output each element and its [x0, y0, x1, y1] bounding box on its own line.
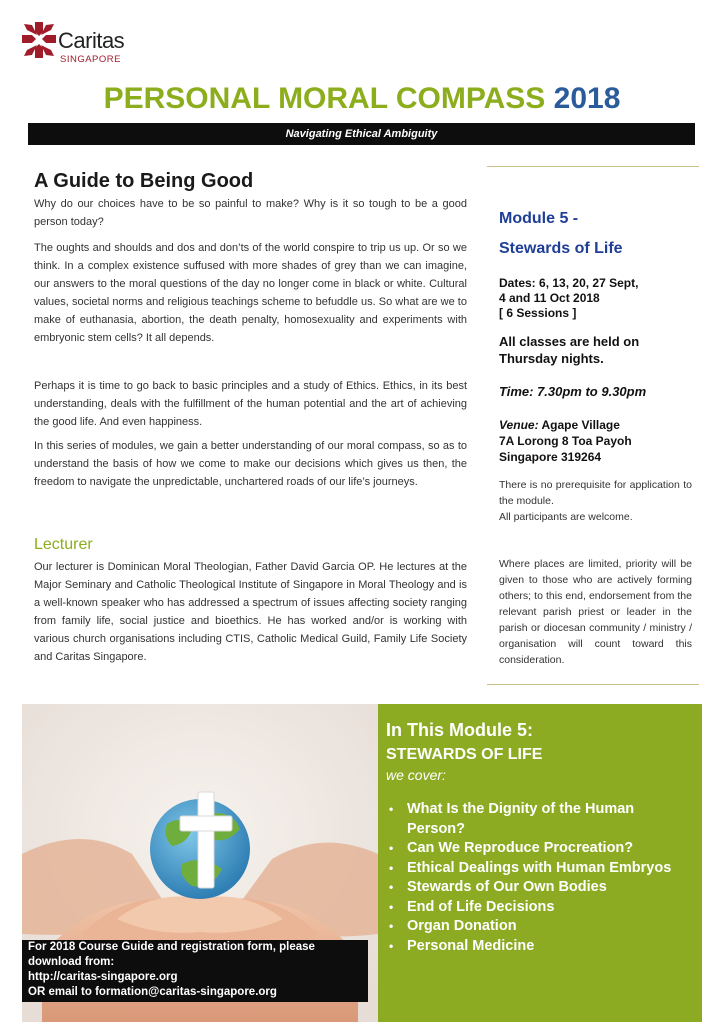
venue-line3: Singapore 319264 — [499, 450, 602, 464]
page-title-year: 2018 — [553, 82, 621, 115]
module-venue — [499, 417, 699, 465]
caritas-cross-icon — [22, 22, 56, 58]
prerequisite-line2: All participants are welcome. — [499, 511, 633, 523]
venue-line1: Agape Village — [541, 418, 620, 432]
topic-item: • Organ Donation — [386, 917, 696, 937]
prerequisite-line1: There is no prerequisite for application to the module. — [499, 479, 692, 507]
topics-cover-label: we cover: — [386, 767, 446, 783]
schedule-note: All classes are held on Thursday nights. — [499, 334, 640, 366]
topic-item: • Stewards of Our Own Bodies — [386, 878, 696, 898]
time-value: 7.30pm to 9.30pm — [537, 384, 647, 399]
divider-top — [487, 166, 699, 167]
intro-paragraph-4: In this series of modules, we gain a better understanding of our moral compass, so as to understand the basis of how we come to make our decisions which gives us then, the freedom to navigate the unpredictable, unchartered roads of our life’s journeys. — [34, 440, 467, 488]
venue-label: Venue: — [499, 418, 539, 432]
topic-item: • Personal Medicine — [386, 937, 696, 957]
subtitle-bar: Navigating Ethical Ambiguity — [28, 123, 695, 145]
time-label: Time: — [499, 384, 534, 399]
intro-paragraph-1: Why do our choices have to be so painful to make? Why is it so tough to be a good person today? — [34, 198, 467, 228]
dates-line2: 4 and 11 Oct 2018 — [499, 291, 600, 305]
topic-item: • Ethical Dealings with Human Embryos — [386, 859, 696, 879]
module-title — [499, 204, 699, 264]
cta-line2: download from: — [28, 956, 115, 968]
lecturer-heading: Lecturer — [34, 536, 93, 553]
priority-note: Where places are limited, priority will be given to those who are actively forming others; to this end, endorsement from the relevant parish priest or leader in the parish or diocesan community / ministry / organisation will count toward this consideration. — [499, 558, 692, 666]
venue-line2: 7A Lorong 8 Toa Payoh — [499, 434, 632, 448]
cta-email-line[interactable]: OR email to formation@caritas-singapore.org — [28, 986, 277, 998]
topic-item: • Can We Reproduce Procreation? — [386, 839, 696, 859]
topic-item: • What Is the Dignity of the Human Person? — [386, 800, 696, 839]
caritas-logo — [22, 22, 152, 68]
topics-subtitle: STEWARDS OF LIFE — [386, 746, 543, 763]
divider-bottom — [487, 684, 699, 685]
module-topics-panel — [378, 704, 702, 1022]
module-title-line2: Stewards of Life — [499, 240, 623, 257]
module-title-line1: Module 5 - — [499, 210, 579, 227]
intro-paragraph-2: The oughts and shoulds and dos and don’ts of the world conspire to trip us up. Or so we think. In a complex existence suffused with more shades of grey than we can imagine, our answers to the moral questions of the day no longer come in black or white. Cultural values, societal norms and religious teachings scheme to befuddle us. So what are we to make of euthanasia, abortion, the death penalty, homosexuality and experiments with embryonic stem cells? It all depends. — [34, 242, 467, 344]
intro-paragraph-3: Perhaps it is time to go back to basic principles and a study of Ethics. Ethics, in its best understanding, deals with the fulfillment of the human potential and the art of achieving the good life. And even happiness. — [34, 380, 467, 428]
cta-website-link[interactable]: http://caritas-singapore.org — [28, 971, 178, 983]
prerequisite-note — [499, 477, 692, 525]
topics-list — [386, 800, 696, 956]
logo-wordmark: Caritas — [58, 28, 125, 53]
dates-line1: 6, 13, 20, 27 Sept, — [539, 276, 639, 290]
section-title: A Guide to Being Good — [34, 170, 254, 192]
page-title-main: PERSONAL MORAL COMPASS — [103, 82, 546, 115]
dates-label: Dates: — [499, 276, 536, 290]
cta-line1: For 2018 Course Guide and registration form, please — [28, 941, 315, 953]
registration-callout — [22, 940, 368, 1002]
topics-title: In This Module 5: — [386, 720, 533, 740]
module-time — [499, 384, 699, 399]
page-title — [0, 82, 724, 116]
logo-subtext: SINGAPORE — [60, 54, 121, 65]
lecturer-text: Our lecturer is Dominican Moral Theologian, Father David Garcia OP. He lectures at the Major Seminary and Catholic Theological Institute of Singapore in Moral Theology and is a well-known speaker who has addressed a spectrum of issues affecting society ranging from family life, social justice and bioethics. He has worked and/or is working with various church organisations including CTIS, Catholic Medical Guild, Family Life Society and Caritas Singapore. — [34, 561, 467, 663]
sessions-count: [ 6 Sessions ] — [499, 306, 577, 320]
topic-item: • End of Life Decisions — [386, 898, 696, 918]
module-dates — [499, 276, 699, 321]
